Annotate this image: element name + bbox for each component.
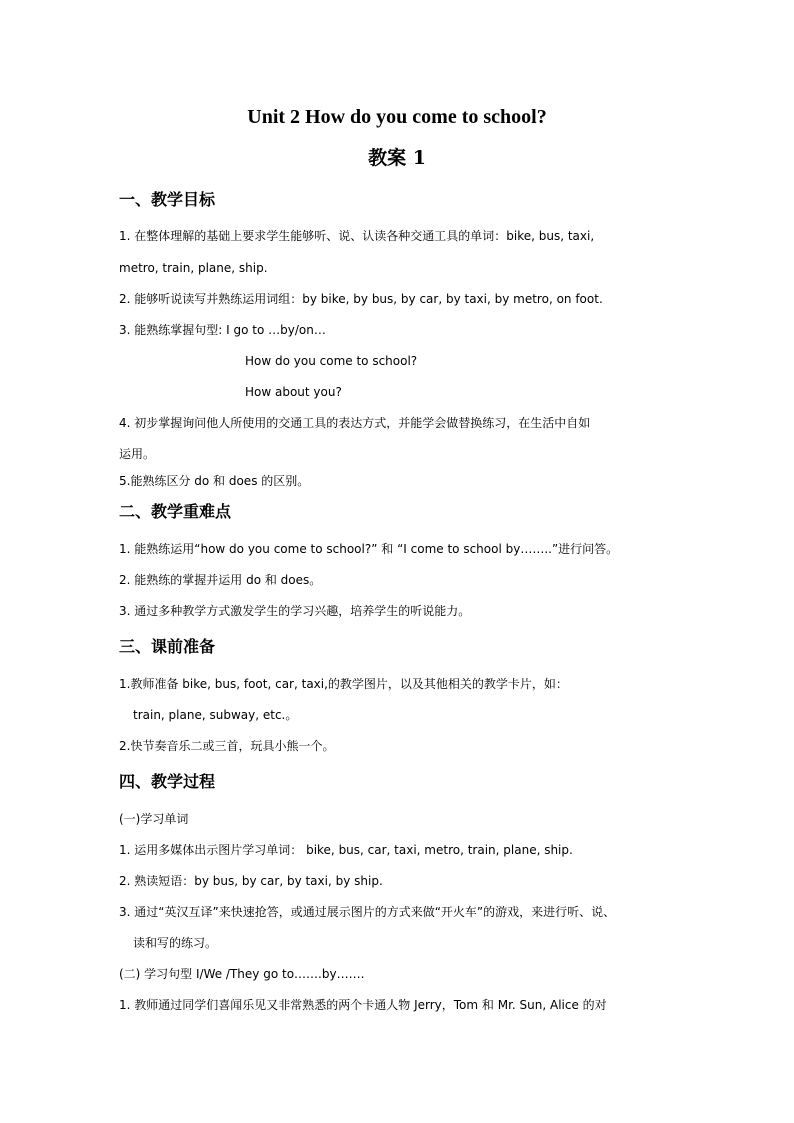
process-step-3-line-1: 3. 通过“英汉互译”来快速抢答，或通过展示图片的方式来做“开火车”的游戏，来进行听、说、 bbox=[119, 905, 616, 919]
process-step-2: 2. 熟读短语：by bus, by car, by taxi, by ship. bbox=[119, 874, 383, 888]
objective-1-line-1: 1. 在整体理解的基础上要求学生能够听、说、认读各种交通工具的单词：bike, bus, taxi, bbox=[119, 229, 595, 243]
preparation-1-line-2: train, plane, subway, etc.。 bbox=[133, 708, 298, 722]
section-heading-preparation: 三、课前准备 bbox=[119, 637, 216, 656]
key-point-1: 1. 能熟练运用“how do you come to school?” 和 “I come to school by……..”进行问答。 bbox=[119, 542, 619, 556]
objective-3-sentence-3: How about you? bbox=[245, 385, 342, 399]
process-step-3-line-2: 读和写的练习。 bbox=[133, 936, 218, 950]
process-step-1: 1. 运用多媒体出示图片学习单词： bike, bus, car, taxi, metro, train, plane, ship. bbox=[119, 843, 573, 857]
objective-3-sentence-2: How do you come to school? bbox=[245, 354, 418, 368]
section-heading-process: 四、教学过程 bbox=[119, 772, 216, 791]
objective-2: 2. 能够听说读写并熟练运用词组：by bike, by bus, by car, by taxi, by metro, on foot. bbox=[119, 292, 603, 306]
objective-4-line-2: 运用。 bbox=[119, 447, 156, 461]
preparation-1-line-1: 1.教师准备 bike, bus, foot, car, taxi,的教学图片，以及其他相关的教学卡片，如： bbox=[119, 677, 568, 691]
section-heading-key-points: 二、教学重难点 bbox=[119, 502, 232, 521]
document-subtitle: 教案 1 bbox=[368, 147, 426, 169]
process-subheading-words: (一)学习单词 bbox=[119, 812, 189, 826]
process-sentence-step-1: 1. 教师通过同学们喜闻乐见又非常熟悉的两个卡通人物 Jerry，Tom 和 Mr. Sun, Alice 的对 bbox=[119, 998, 607, 1012]
section-heading-objectives: 一、教学目标 bbox=[119, 190, 216, 209]
objective-4-line-1: 4. 初步掌握询问他人所使用的交通工具的表达方式，并能学会做替换练习，在生活中自如 bbox=[119, 416, 591, 430]
document-title: Unit 2 How do you come to school? bbox=[247, 106, 547, 128]
key-point-2: 2. 能熟练的掌握并运用 do 和 does。 bbox=[119, 573, 322, 587]
process-subheading-sentences: (二) 学习句型 I/We /They go to…….by……. bbox=[119, 967, 365, 981]
objective-3: 3. 能熟练掌握句型: I go to …by/on… bbox=[119, 323, 326, 337]
preparation-2: 2.快节奏音乐二或三首，玩具小熊一个。 bbox=[119, 739, 335, 753]
objective-1-line-2: metro, train, plane, ship. bbox=[119, 261, 268, 275]
key-point-3: 3. 通过多种教学方式激发学生的学习兴趣，培养学生的听说能力。 bbox=[119, 604, 471, 618]
objective-5: 5.能熟练区分 do 和 does 的区别。 bbox=[119, 474, 310, 488]
